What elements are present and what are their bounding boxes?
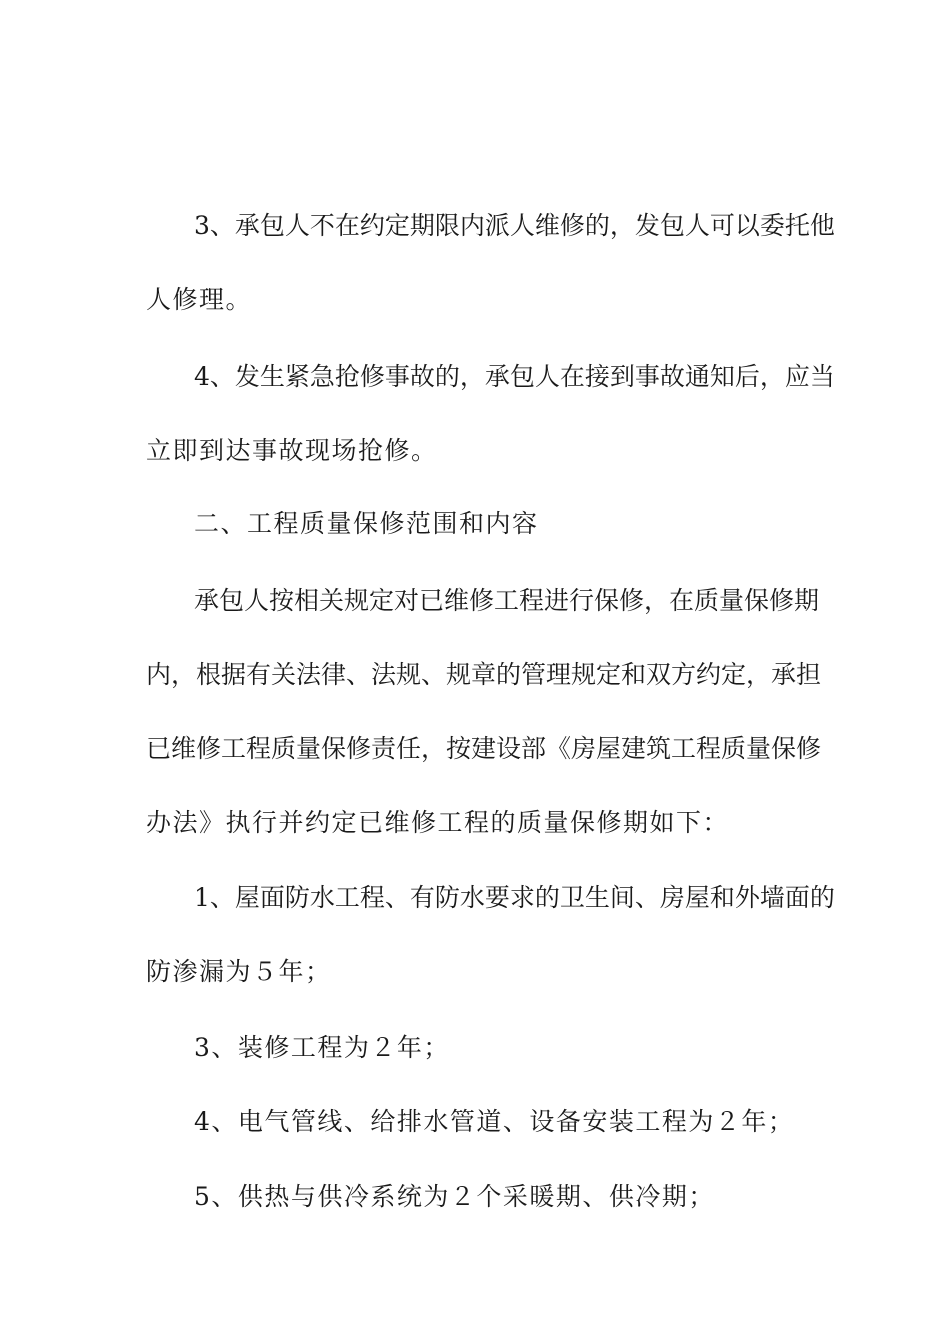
list-item: 4、电气管线、给排水管道、设备安装工程为２年； xyxy=(194,1107,795,1136)
list-item: 5、供热与供冷系统为２个采暖期、供冷期； xyxy=(194,1182,715,1211)
section-heading: 二、工程质量保修范围和内容 xyxy=(194,509,539,538)
text-line: 内，根据有关法律、法规、规章的管理规定和双方约定，承担 xyxy=(146,660,822,689)
text-line: 办法》执行并约定已维修工程的质量保修期如下： xyxy=(146,808,730,837)
list-item: 3、装修工程为２年； xyxy=(194,1033,450,1062)
text-line: 1、屋面防水工程、有防水要求的卫生间、房屋和外墙面的 xyxy=(194,883,835,912)
text-line: 已维修工程质量保修责任，按建设部《房屋建筑工程质量保修 xyxy=(146,734,822,763)
text-line: 立即到达事故现场抢修。 xyxy=(146,436,438,465)
text-line: 4、发生紧急抢修事故的，承包人在接到事故通知后，应当 xyxy=(194,362,835,391)
text-line: 防渗漏为５年； xyxy=(146,957,332,986)
text-line: 承包人按相关规定对已维修工程进行保修，在质量保修期 xyxy=(194,586,820,615)
text-line: 人修理。 xyxy=(146,285,253,314)
text-line: 3、承包人不在约定期限内派人维修的，发包人可以委托他 xyxy=(194,211,835,240)
